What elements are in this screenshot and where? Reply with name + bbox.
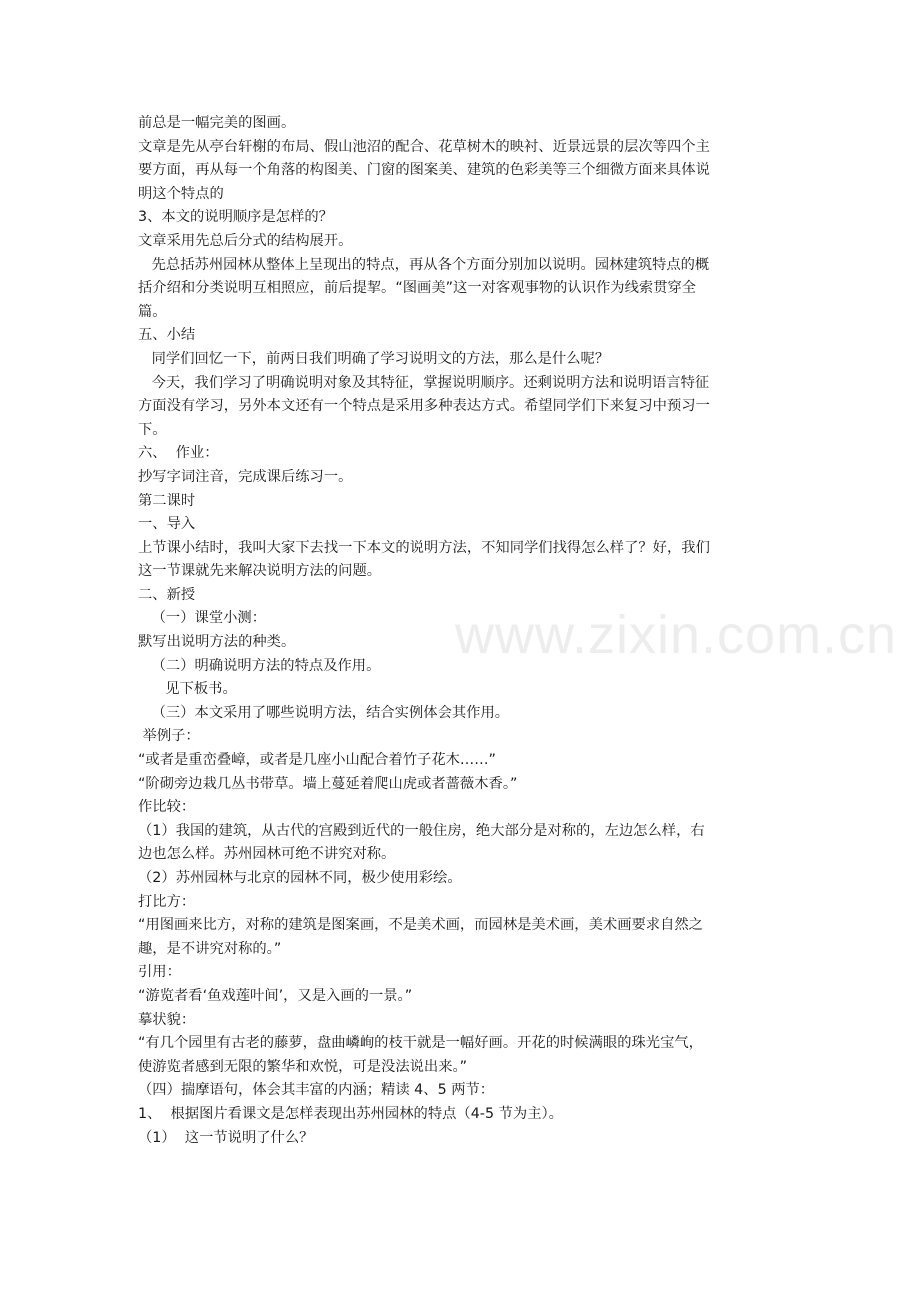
text-line: 3、本文的说明顺序是怎样的？ [138, 209, 333, 226]
text-line: 五、小结 [138, 327, 196, 344]
text-line: 第二课时 [138, 492, 196, 509]
text-line: 作比较： [138, 799, 196, 816]
text-line: （四）揣摩语句，体会其丰富的内涵；精读 4、5 两节： [138, 1082, 495, 1099]
text-line: 这一节课就先来解决说明方法的问题。 [138, 563, 382, 580]
text-line: 括介绍和分类说明互相照应，前后提挈。“图画美”这一对客观事物的认识作为线索贯穿全 [138, 280, 697, 297]
text-line: “有几个园里有古老的藤萝，盘曲嶙峋的枝干就是一幅好画。开花的时候满眼的珠光宝气， [138, 1035, 703, 1052]
text-line: “用图画来比方，对称的建筑是图案画，不是美术画，而园林是美术画，美术画要求自然之 [138, 917, 703, 934]
text-line: 明这个特点的 [138, 185, 224, 202]
text-line: 六、 作业： [138, 445, 219, 462]
text-line: （2）苏州园林与北京的园林不同，极少使用彩绘。 [138, 870, 462, 886]
text-line: 要方面，再从每一个角落的构图美、门窗的图案美、建筑的色彩美等三个细微方面来具体说 [138, 162, 710, 179]
text-line: 趣，是不讲究对称的。” [138, 940, 282, 957]
text-line: 篇。 [138, 303, 167, 320]
text-line: 同学们回忆一下，前两日我们明确了学习说明文的方法，那么是什么呢？ [138, 350, 610, 367]
text-line: “或者是重峦叠嶂，或者是几座小山配合着竹子花木……” [138, 752, 496, 769]
text-line: 使游览者感到无限的繁华和欢悦，可是没法说出来。” [138, 1058, 468, 1075]
text-line: （三）本文采用了哪些说明方法，结合实例体会其作用。 [138, 704, 510, 721]
text-line: 方面没有学习，另外本文还有一个特点是采用多种表达方式。希望同学们下来复习中预习一 [138, 398, 710, 415]
text-line: 1、 根据图片看课文是怎样表现出苏州园林的特点（4-5 节为主）。 [138, 1105, 563, 1122]
text-line: 见下板书。 [138, 681, 237, 698]
text-line: 一、导入 [138, 516, 196, 533]
text-line: 前总是一幅完美的图画。 [138, 115, 296, 131]
text-line: 默写出说明方法的种类。 [138, 634, 296, 651]
text-line: 打比方： [138, 893, 196, 910]
text-line: “游览者看‘鱼戏莲叶间’，又是入画的一景。” [138, 987, 413, 1004]
text-line: 下。 [138, 421, 167, 438]
text-line: 二、新授 [138, 586, 196, 603]
document-body [138, 112, 788, 1150]
text-line: （一）课堂小测： [138, 610, 267, 627]
text-line: 文章是先从亭台轩榭的布局、假山池沼的配合、花草树木的映衬、近景远景的层次等四个主 [138, 138, 710, 155]
text-line: 摹状貌： [138, 1011, 196, 1028]
text-line: 抄写字词注音，完成课后练习一。 [138, 468, 353, 485]
text-line: 今天，我们学习了明确说明对象及其特征，掌握说明顺序。还剩说明方法和说明语言特征 [138, 374, 710, 391]
text-line: “阶砌旁边栽几丛书带草。墙上蔓延着爬山虎或者蔷薇木香。” [138, 775, 518, 792]
text-line: 文章采用先总后分式的结构展开。 [138, 232, 353, 249]
text-line: 边也怎么样。苏州园林可绝不讲究对称。 [138, 846, 396, 863]
text-line: 举例子： [138, 728, 200, 745]
text-line: （1）我国的建筑，从古代的宫殿到近代的一般住房，绝大部分是对称的，左边怎么样，右 [138, 822, 705, 839]
text-line: 先总括苏州园林从整体上呈现出的特点，再从各个方面分别加以说明。园林建筑特点的概 [138, 256, 710, 273]
watermark: www.zixin.com.cn [455, 605, 898, 665]
text-line: （二）明确说明方法的特点及作用。 [138, 657, 381, 674]
text-line: 引用： [138, 964, 181, 981]
text-line: 上节课小结时，我叫大家下去找一下本文的说明方法，不知同学们找得怎么样了？好，我们 [138, 539, 710, 556]
text-line: （1） 这一节说明了什么？ [138, 1129, 314, 1146]
